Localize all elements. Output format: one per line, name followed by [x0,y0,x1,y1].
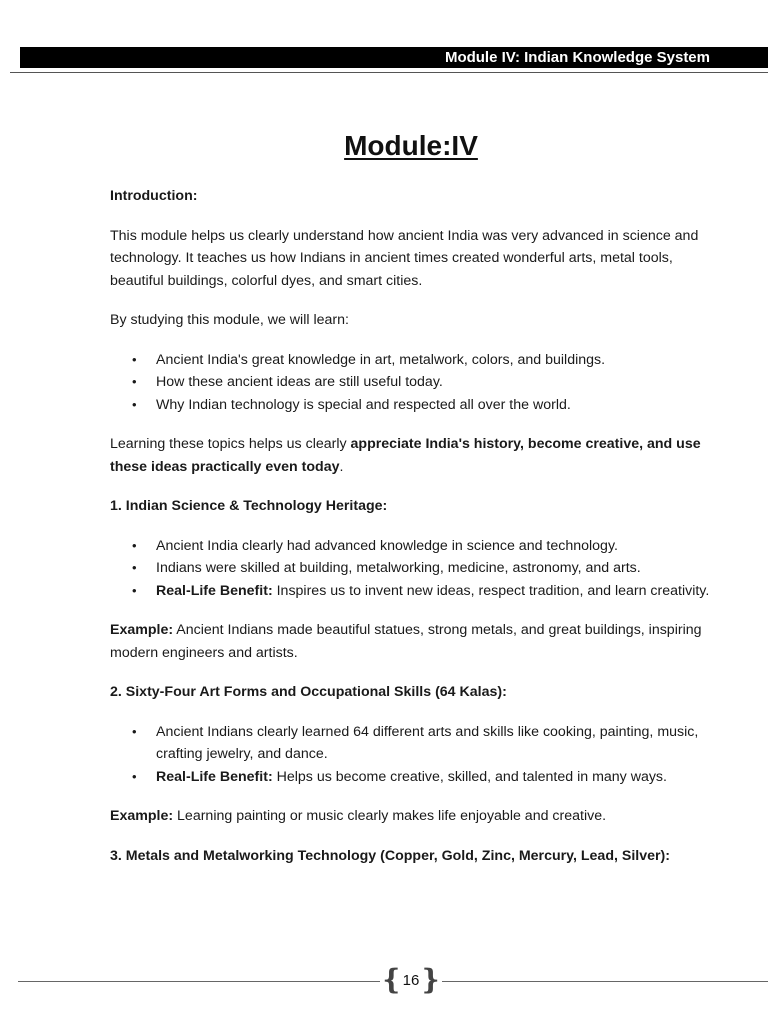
benefit-text: Inspires us to invent new ideas, respect tradition, and learn creativity. [272,582,710,599]
left-bracket-icon: ❴ [380,963,404,996]
section-2-example [110,805,720,828]
benefit-label: Real-Life Benefit: [156,768,273,785]
list-item [156,766,720,789]
benefit-label: Real-Life Benefit: [156,582,273,599]
section-2-heading: 2. Sixty-Four Art Forms and Occupational Skills (64 Kalas): [110,684,507,700]
benefit-text: Helps us become creative, skilled, and talented in many ways. [272,768,667,785]
document-body [110,185,720,884]
section-1-heading: 1. Indian Science & Technology Heritage: [110,498,388,514]
page-title: Module:IV [344,130,478,161]
footer-divider-left [18,981,380,982]
intro-bullet-list [110,349,720,417]
list-item: • Indians were skilled at building, metalworking, medicine, astronomy, and arts. [156,557,720,580]
example-text: Learning painting or music clearly makes life enjoyable and creative. [173,808,607,824]
header-divider [10,72,768,73]
running-header-title: Module IV: Indian Knowledge System [444,49,710,66]
section-2-bullet-list [110,721,720,789]
intro-heading: Introduction: [110,188,198,204]
footer-divider-right [442,981,768,982]
intro-paragraph-2: By studying this module, we will learn: [110,312,349,328]
list-item: • Ancient Indians clearly learned 64 different arts and skills like cooking, painting, music, crafting jewelry, and dance. [156,721,720,766]
list-item [156,580,720,603]
intro-paragraph-3-emphasis: appreciate India's history, become creative, and use these ideas practically even today [110,436,701,475]
page-number: 16 [402,972,420,989]
intro-paragraph-3-end: . [339,458,344,475]
section-1-bullet-list [110,535,720,603]
example-label: Example: [110,622,174,638]
page-number-box [380,963,442,996]
running-header [20,47,768,68]
list-item: • How these ancient ideas are still useful today. [156,371,720,394]
example-label: Example: [110,808,174,824]
intro-paragraph-1: This module helps us clearly understand how ancient India was very advanced in science and technology. It teaches us how Indians in ancient times created wonderful arts, metal tools, beautiful buildings, colorful dyes, and smart cities. [110,227,699,289]
intro-paragraph-3-text: Learning these topics helps us clearly [110,436,351,452]
list-item: • Ancient India clearly had advanced knowledge in science and technology. [156,535,720,558]
right-bracket-icon: ❵ [418,963,442,996]
list-item: • Ancient India's great knowledge in art, metalwork, colors, and buildings. [156,349,720,372]
example-text: Ancient Indians made beautiful statues, strong metals, and great buildings, inspiring modern engineers and artists. [110,622,702,661]
section-1-example [110,619,720,664]
intro-paragraph-3 [110,433,720,478]
list-item: • Why Indian technology is special and respected all over the world. [156,394,720,417]
section-3-heading: 3. Metals and Metalworking Technology (Copper, Gold, Zinc, Mercury, Lead, Silver): [110,847,670,864]
